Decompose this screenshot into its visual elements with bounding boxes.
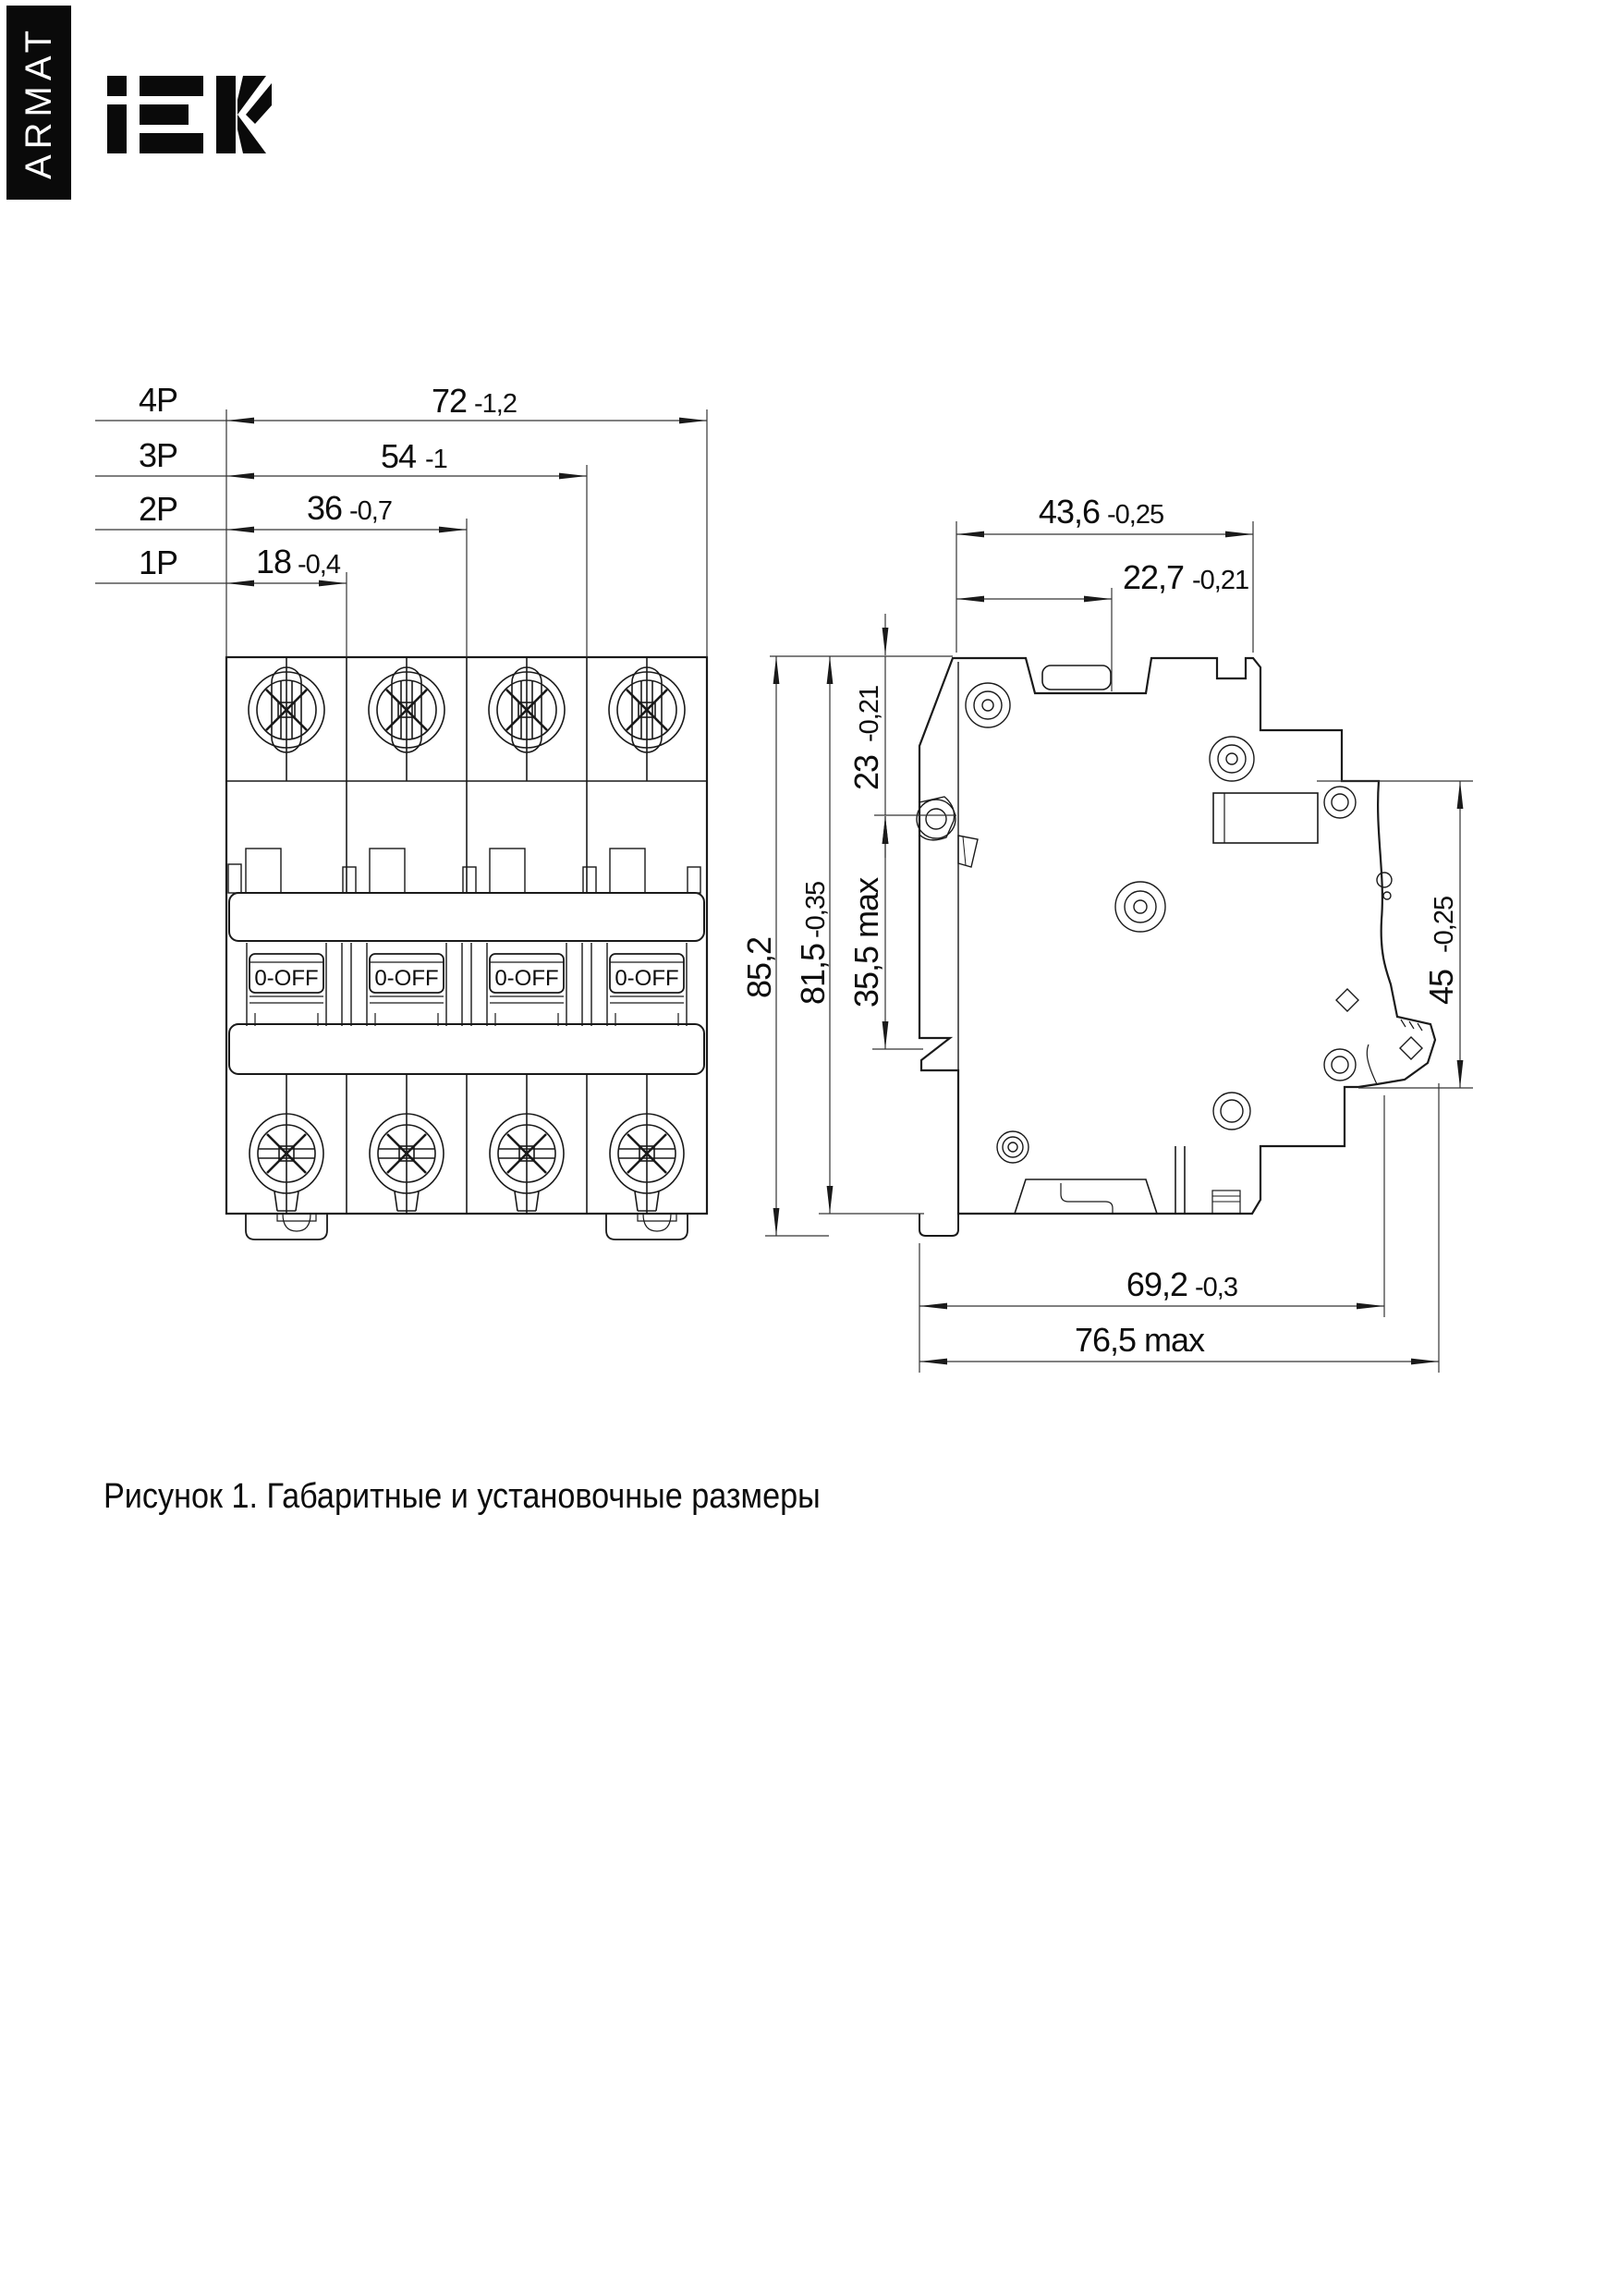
- lock-eyelet: [917, 797, 978, 867]
- din-tabs: [246, 1214, 688, 1240]
- dim-tol-436: -0,25: [1107, 500, 1164, 530]
- toggle-zone: [247, 943, 687, 1026]
- dim-tol-54: -1: [425, 445, 447, 474]
- toggle-label-3: 0-OFF: [494, 966, 559, 991]
- dim-label-4p: 4P: [139, 381, 178, 419]
- dim-value-227: 22,7: [1123, 558, 1185, 596]
- dim-value-36: 36: [306, 489, 342, 527]
- dim-value-18: 18: [255, 543, 291, 580]
- dim-label-3p: 3P: [139, 436, 178, 474]
- dim-value-815: 81,5: [794, 943, 832, 1005]
- toggle-label-2: 0-OFF: [374, 966, 439, 991]
- dim-value-72: 72: [431, 382, 467, 420]
- dim-value-436: 43,6: [1038, 493, 1100, 531]
- dim-value-23: 23: [847, 754, 885, 790]
- dim-tol-18: -0,4: [298, 550, 340, 580]
- series-label: ARMAT: [18, 25, 59, 180]
- dim-label-2p: 2P: [139, 490, 178, 528]
- dim-tol-72: -1,2: [474, 389, 517, 419]
- din-slide-clip: [1015, 1146, 1240, 1214]
- dim-value-765: 76,5 max: [1074, 1321, 1205, 1359]
- dim-value-355: 35,5 max: [847, 877, 885, 1008]
- dim-tol-692: -0,3: [1195, 1273, 1237, 1302]
- dim-tol-815: -0,35: [801, 881, 831, 938]
- figure-caption: Рисунок 1. Габаритные и установочные размеры: [103, 1477, 821, 1516]
- front-view: [226, 657, 707, 1240]
- side-dimensions: [740, 493, 1473, 1373]
- dim-tol-23: -0,21: [855, 685, 884, 742]
- side-view: [917, 658, 1435, 1236]
- toggle-label-4: 0-OFF: [615, 966, 679, 991]
- iek-logo-icon: [107, 76, 272, 153]
- terminal-screws-side: [1324, 787, 1356, 1081]
- mid-clips: [228, 849, 700, 893]
- dim-value-45: 45: [1422, 969, 1460, 1005]
- dim-tol-36: -0,7: [349, 496, 392, 526]
- dim-label-1p: 1P: [139, 543, 178, 581]
- pole-separators: [347, 657, 587, 1214]
- dim-tol-227: -0,21: [1192, 566, 1249, 595]
- dim-value-54: 54: [380, 437, 416, 475]
- dim-value-852: 85,2: [740, 936, 778, 998]
- dim-value-692: 69,2: [1126, 1265, 1187, 1303]
- toggle-label-1: 0-OFF: [254, 966, 319, 991]
- armat-series-bar: [6, 6, 71, 200]
- rivets: [966, 683, 1254, 1163]
- dim-tol-45: -0,25: [1430, 896, 1459, 953]
- front-dimensions: [95, 381, 707, 657]
